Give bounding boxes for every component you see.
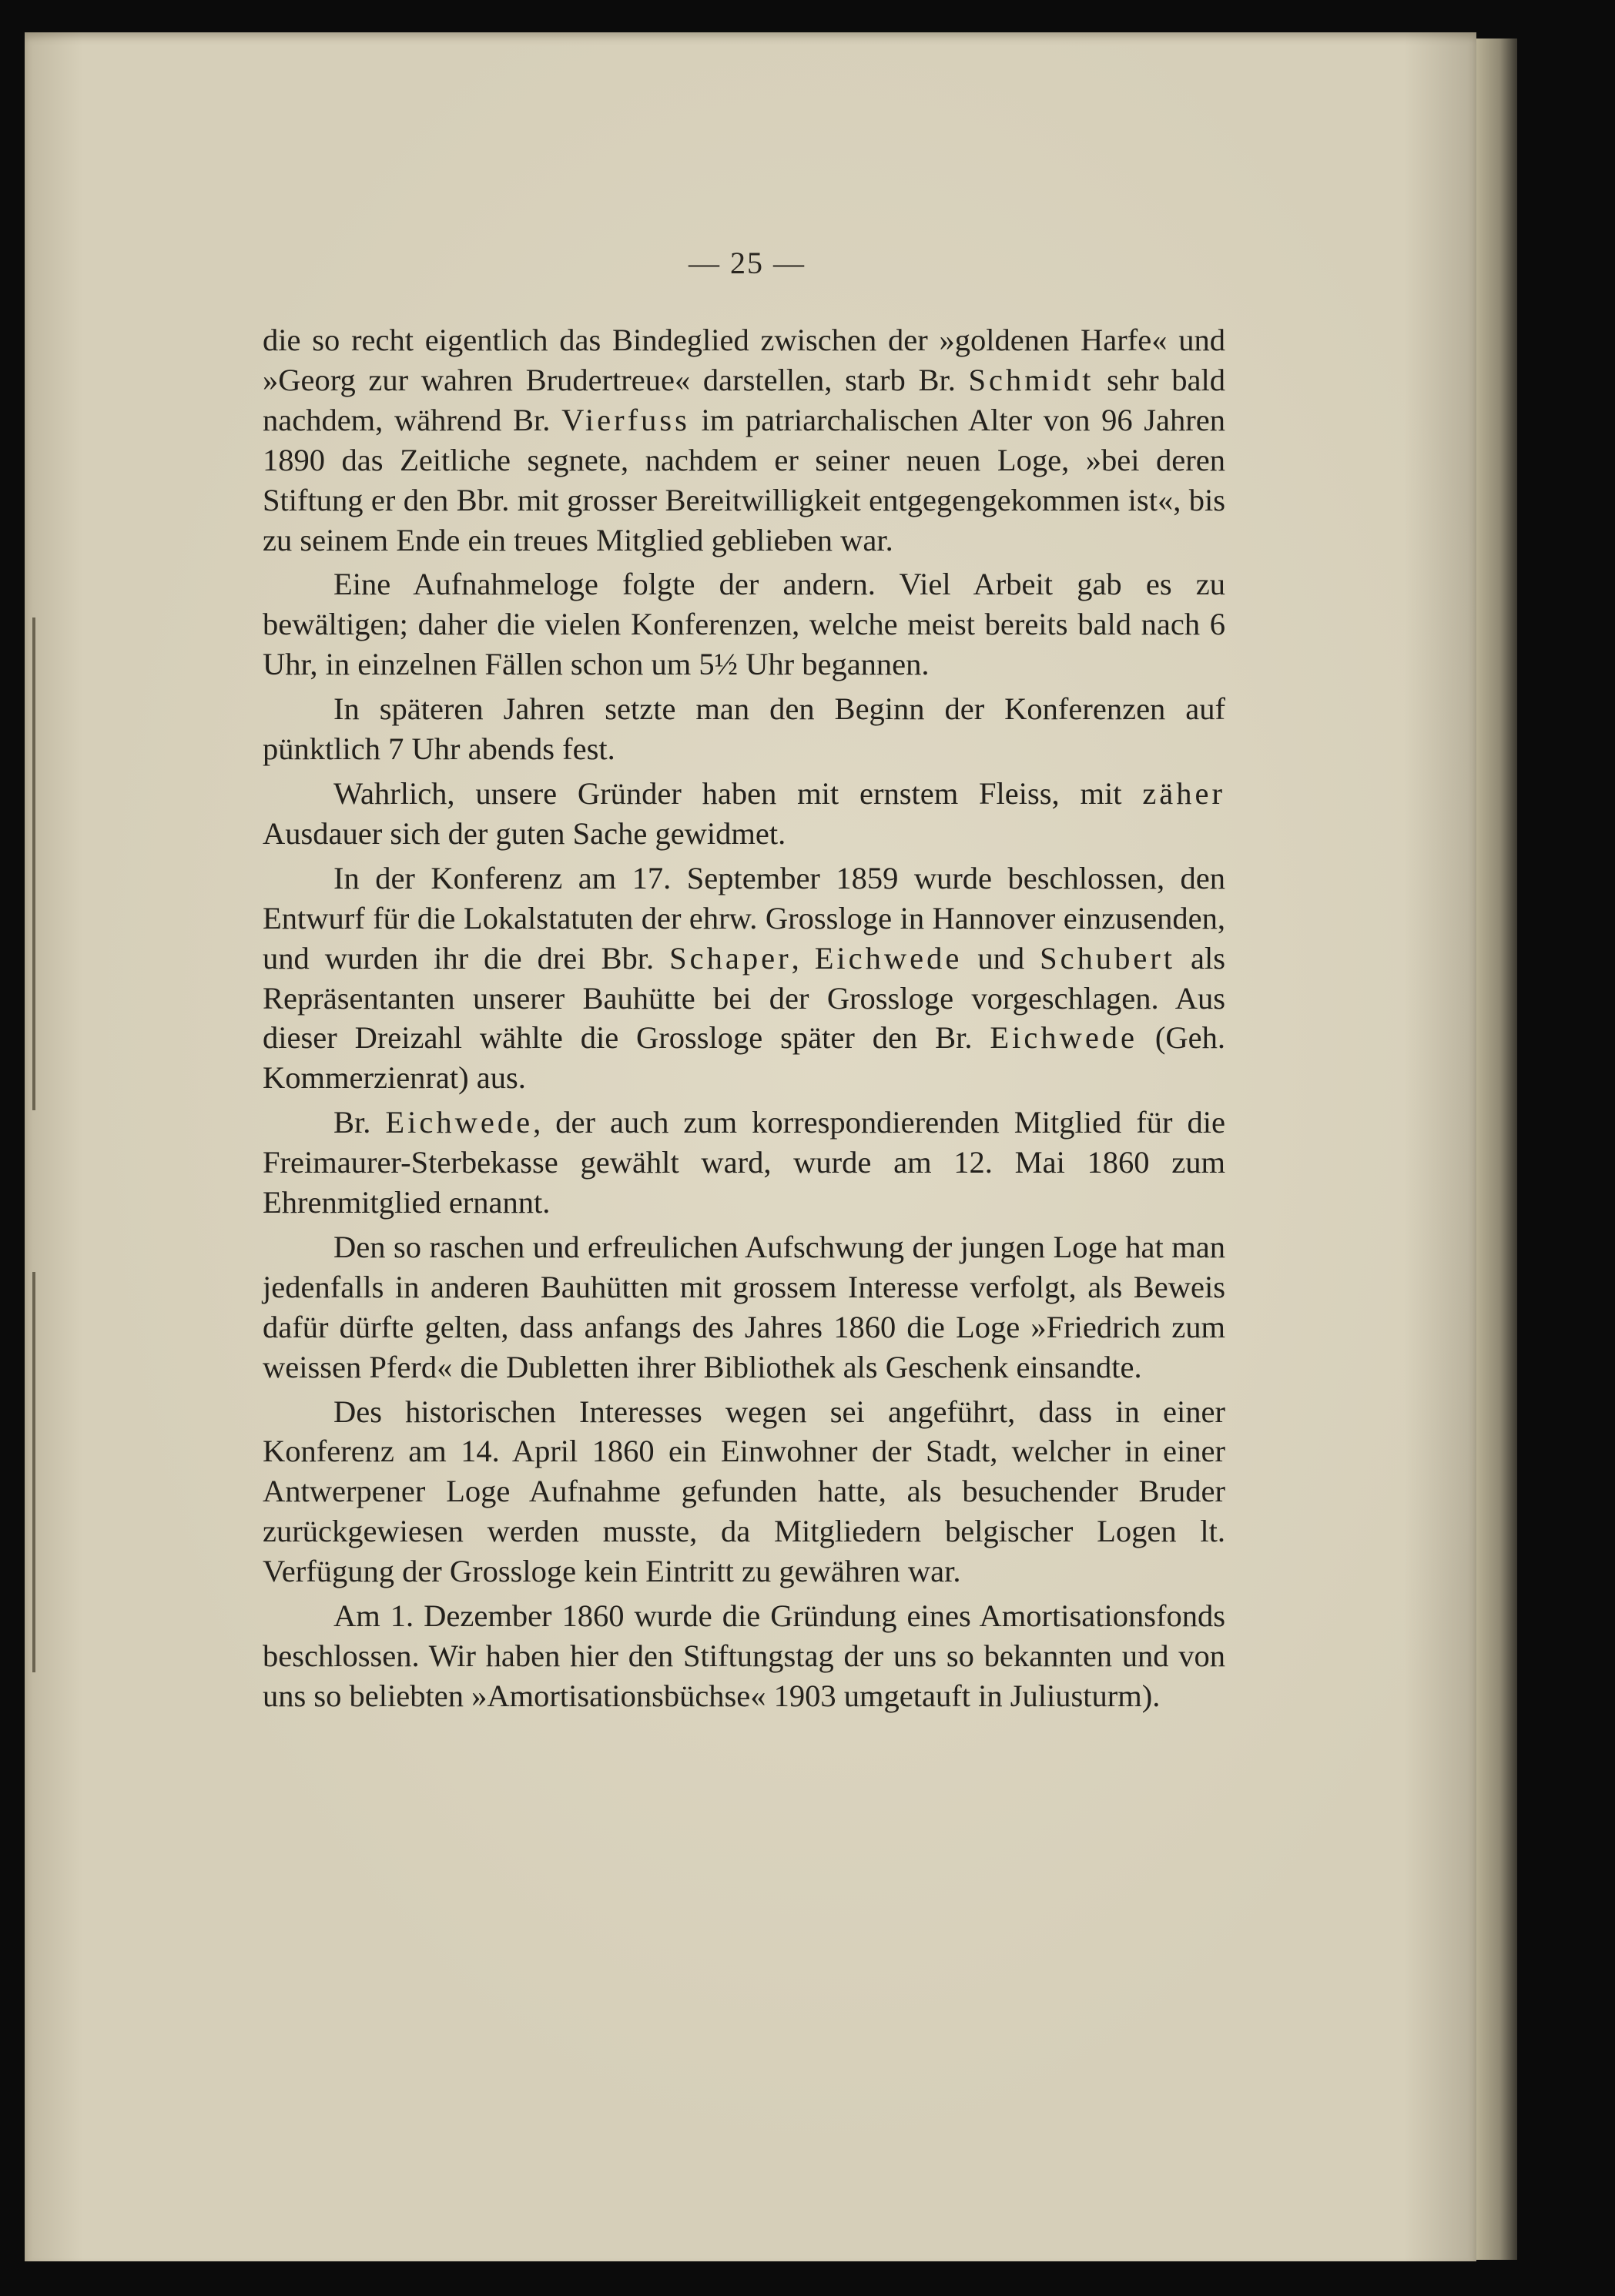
text-run: als Repräsentanten unserer Bauhütte bei der Grossloge vorgeschlagen. Aus dieser Dreizahl wählte die Grossloge später den Br. xyxy=(263,940,1225,1056)
text-run: die so recht eigentlich das Bindeglied zwischen der »goldenen Harfe« und »Georg zur wahren Brudertreue« darstellen, starb Br. xyxy=(263,323,1225,397)
spaced-name: Eichwede xyxy=(814,940,963,976)
text-run: In der Konferenz am 17. September 1859 wurde beschlossen, den Entwurf für die Lokalstatuten der ehrw. Grossloge in Hannover einzusenden, und wurden ihr die drei Bbr. xyxy=(263,860,1225,976)
paragraph-p6 xyxy=(263,1103,1225,1223)
text-run: und xyxy=(962,940,1040,976)
text-run: Wahrlich, unsere Gründer haben mit ernstem Fleiss, mit xyxy=(333,775,1143,811)
text-run: sehr bald nachdem, während Br. xyxy=(263,362,1225,437)
paragraph-p2 xyxy=(263,564,1225,684)
text-run: im patriarchalischen Alter von 96 Jahren 1890 das Zeitliche segnete, nachdem er seiner neuen Loge, »bei deren Stiftung er den Bbr. mit grosser Bereitwilligkeit entgegengekommen ist«, bis zu seinem Ende ein treues Mitglied geblieben war. xyxy=(263,402,1225,557)
spaced-name: Eichwede xyxy=(385,1105,534,1140)
spaced-name: Eichwede xyxy=(990,1020,1138,1056)
paragraph-p9 xyxy=(263,1596,1225,1716)
paragraph-p1 xyxy=(263,320,1225,560)
text-run: Des historischen Interesses wegen sei angeführt, dass in einer Konferenz am 14. April 1860 ein Einwohner der Stadt, welcher in einer Antwerpener Loge Aufnahme gefunden hatte, als besuchender Bruder zurückgewiesen werden musste, da Mitgliedern belgischer Logen lt. Verfügung der Grossloge kein Eintritt zu gewähren war. xyxy=(263,1394,1225,1589)
paragraph-p8 xyxy=(263,1392,1225,1592)
text-run: Br. xyxy=(333,1105,386,1140)
text-run: Den so raschen und erfreulichen Aufschwung der jungen Loge hat man jedenfalls in anderen Bauhütten mit grossem Interesse verfolgt, als Beweis dafür dürfte gelten, dass anfangs des Jahres 1860 die Loge »Friedrich zum weissen Pferd« die Dubletten ihrer Bibliothek als Geschenk einsandte. xyxy=(263,1229,1225,1384)
text-run: In späteren Jahren setzte man den Beginn der Konferenzen auf pünktlich 7 Uhr abends fest. xyxy=(263,691,1225,767)
body-text xyxy=(263,320,1225,1716)
text-run: Ausdauer sich der guten Sache gewidmet. xyxy=(263,815,786,851)
text-run: Am 1. Dezember 1860 wurde die Gründung eines Amortisationsfonds beschlossen. Wir haben hier den Stiftungstag der uns so bekannten und von uns so beliebten »Amortisationsbüchse« 1903 umgetauft in Juliusturm). xyxy=(263,1598,1225,1713)
spaced-name: zäher xyxy=(1142,775,1225,811)
text-run: Eine Aufnahmeloge folgte der andern. Viel Arbeit gab es zu bewältigen; daher die vielen Konferenzen, welche meist bereits bald nach 6 Uhr, in einzelnen Fällen schon um 5½ Uhr begannen. xyxy=(263,567,1225,682)
paragraph-p5 xyxy=(263,858,1225,1098)
text-run: , der auch zum korrespondierenden Mitglied für die Freimaurer-Sterbekasse gewählt ward, wurde am 12. Mai 1860 zum Ehrenmitglied ernannt. xyxy=(263,1105,1226,1220)
paragraph-p7 xyxy=(263,1227,1225,1387)
paragraph-p4 xyxy=(263,774,1225,854)
spaced-name: Schmidt xyxy=(968,362,1094,397)
spaced-name: Vierfuss xyxy=(561,402,690,437)
paragraph-p3 xyxy=(263,689,1225,769)
spaced-name: Schubert xyxy=(1040,940,1176,976)
binding-mark xyxy=(32,1272,35,1672)
binding-mark xyxy=(32,618,35,1110)
text-run: (Geh. Kommerzienrat) aus. xyxy=(263,1020,1225,1096)
spaced-name: Schaper xyxy=(669,940,792,976)
text-run: , xyxy=(791,940,815,976)
page-number: — 25 — xyxy=(689,246,806,280)
